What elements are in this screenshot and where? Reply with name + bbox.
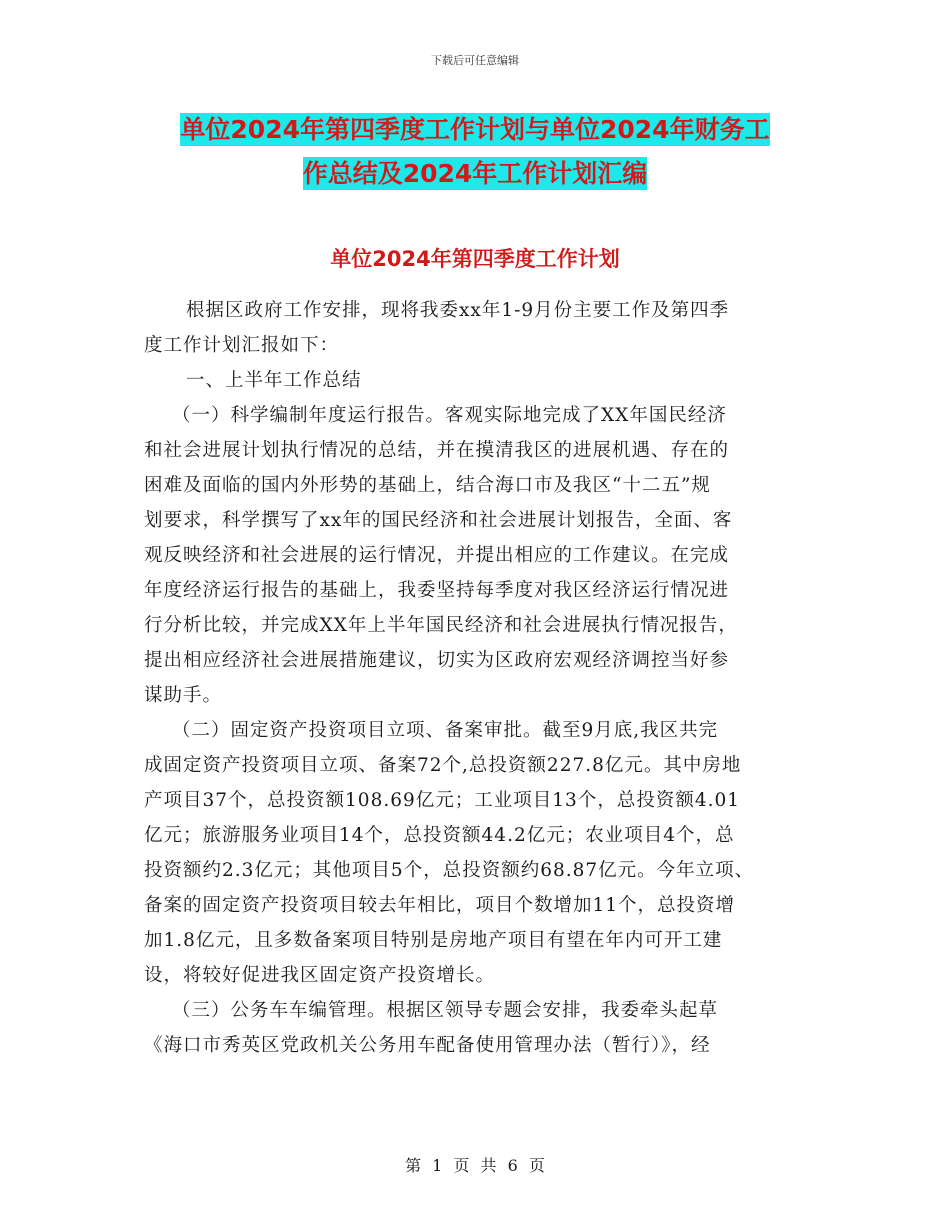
body-line: （三）公务车车编管理。根据区领导专题会安排，我委牵头起草 — [172, 1000, 719, 1021]
body-line: 困难及面临的国内外形势的基础上，结合海口市及我区“十二五”规 — [144, 475, 711, 496]
body-line: 成固定资产投资项目立项、备案72个,总投资额227.8亿元。其中房地 — [144, 755, 742, 776]
body-line: 亿元；旅游服务业项目14个，总投资额44.2亿元；农业项目4个，总 — [144, 825, 735, 846]
body-line: 年度经济运行报告的基础上，我委坚持每季度对我区经济运行情况进 — [144, 580, 730, 601]
document-title-line-1 — [120, 108, 830, 152]
body-line: （一）科学编制年度运行报告。客观实际地完成了XX年国民经济 — [172, 405, 727, 426]
body-line: 划要求，科学撰写了xx年的国民经济和社会进展计划报告，全面、客 — [144, 510, 733, 531]
body-line: 行分析比较，并完成XX年上半年国民经济和社会进展执行情况报告， — [144, 615, 738, 636]
body-line: 一、上半年工作总结 — [186, 370, 362, 391]
document-body — [144, 293, 828, 1063]
body-line: 观反映经济和社会进展的运行情况，并提出相应的工作建议。在完成 — [144, 545, 730, 566]
body-line: 备案的固定资产投资项目较去年相比，项目个数增加11个，总投资增 — [144, 895, 736, 916]
title-highlight: 单位2024年第四季度工作计划与单位2024年财务工 — [180, 115, 770, 144]
body-line: （二）固定资产投资项目立项、备案审批。截至9月底,我区共完 — [172, 720, 719, 741]
body-line: 度工作计划汇报如下： — [144, 335, 340, 356]
document-title-line-2 — [120, 152, 830, 196]
body-line: 和社会进展计划执行情况的总结，并在摸清我区的进展机遇、存在的 — [144, 440, 730, 461]
body-line: 加1.8亿元，且多数备案项目特别是房地产项目有望在年内可开工建 — [144, 930, 723, 951]
page-header: 下载后可任意编辑 — [431, 54, 519, 67]
body-line: 《海口市秀英区党政机关公务用车配备使用管理办法（暂行）》，经 — [144, 1035, 711, 1056]
body-line: 投资额约2.3亿元；其他项目5个，总投资额约68.87亿元。今年立项、 — [144, 860, 755, 881]
body-line: 谋助手。 — [144, 685, 223, 706]
body-line: 根据区政府工作安排，现将我委xx年1-9月份主要工作及第四季 — [186, 300, 730, 321]
body-line: 设，将较好促进我区固定资产投资增长。 — [144, 965, 496, 986]
body-line: 产项目37个，总投资额108.69亿元；工业项目13个，总投资额4.01 — [144, 790, 741, 811]
section-title: 单位2024年第四季度工作计划 — [330, 247, 620, 271]
body-line: 提出相应经济社会进展措施建议，切实为区政府宏观经济调控当好参 — [144, 650, 730, 671]
page-number-footer: 第 1 页 共 6 页 — [405, 1156, 545, 1175]
title-highlight: 作总结及2024年工作计划汇编 — [302, 159, 648, 188]
document-title — [120, 108, 830, 196]
